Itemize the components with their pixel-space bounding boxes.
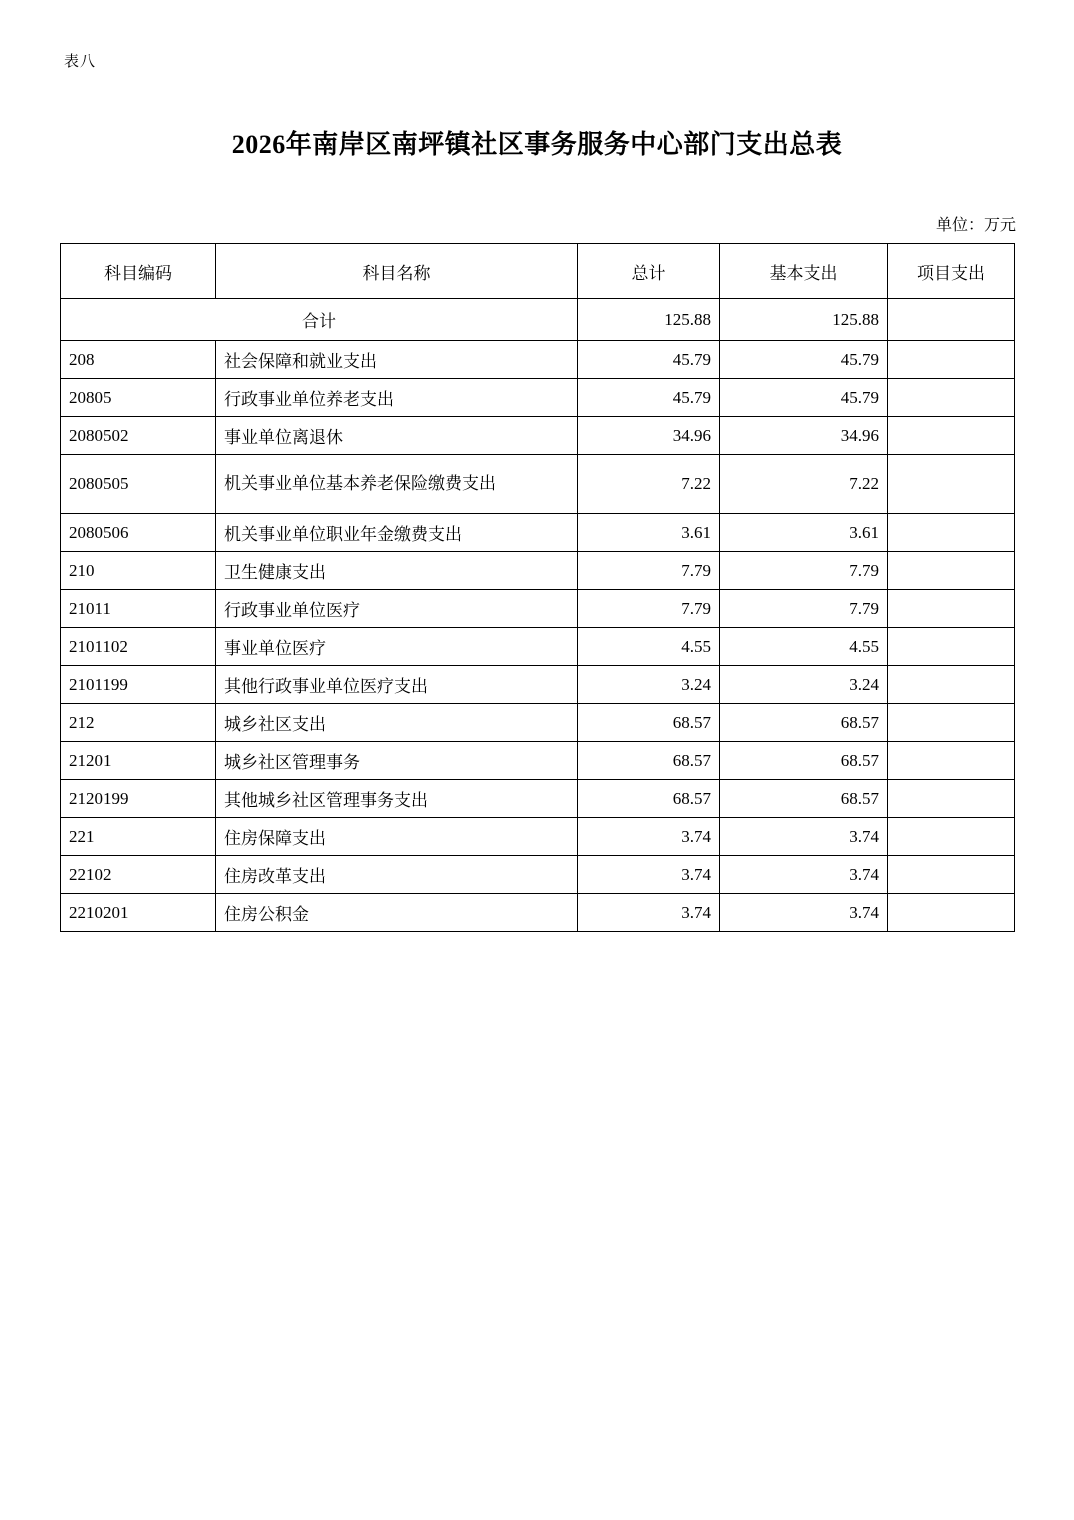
- table-row: [61, 856, 1015, 894]
- table-header-row: [61, 244, 1015, 299]
- table-row: [61, 780, 1015, 818]
- cell-project-expenditure: [888, 455, 1015, 514]
- cell-basic-expenditure: 3.61: [720, 514, 888, 552]
- table-row: [61, 742, 1015, 780]
- cell-total: 68.57: [578, 704, 720, 742]
- cell-total: 3.61: [578, 514, 720, 552]
- cell-subject-code: 208: [61, 341, 216, 379]
- cell-project-expenditure: [888, 818, 1015, 856]
- table-row: [61, 552, 1015, 590]
- column-header-project: 项目支出: [888, 244, 1015, 299]
- cell-subject-code: 212: [61, 704, 216, 742]
- cell-subject-name: 机关事业单位职业年金缴费支出: [216, 514, 578, 552]
- cell-project-expenditure: [888, 590, 1015, 628]
- cell-total: 3.74: [578, 818, 720, 856]
- table-row: [61, 417, 1015, 455]
- cell-total: 3.74: [578, 894, 720, 932]
- total-row-label: 合计: [61, 299, 578, 341]
- cell-project-expenditure: [888, 552, 1015, 590]
- cell-total: 7.79: [578, 590, 720, 628]
- cell-project-expenditure: [888, 742, 1015, 780]
- cell-total: 4.55: [578, 628, 720, 666]
- cell-basic-expenditure: 45.79: [720, 341, 888, 379]
- cell-subject-name: 其他行政事业单位医疗支出: [216, 666, 578, 704]
- cell-basic-expenditure: 7.79: [720, 552, 888, 590]
- cell-project-expenditure: [888, 780, 1015, 818]
- table-header: [61, 244, 1015, 299]
- table-row-total: [61, 299, 1015, 341]
- cell-basic-expenditure: 68.57: [720, 742, 888, 780]
- cell-subject-code: 2080506: [61, 514, 216, 552]
- cell-total: 45.79: [578, 341, 720, 379]
- cell-subject-name: 城乡社区管理事务: [216, 742, 578, 780]
- total-row-project: [888, 299, 1015, 341]
- cell-total: 34.96: [578, 417, 720, 455]
- cell-basic-expenditure: 3.74: [720, 818, 888, 856]
- cell-subject-code: 2210201: [61, 894, 216, 932]
- table-row: [61, 666, 1015, 704]
- cell-basic-expenditure: 3.74: [720, 856, 888, 894]
- cell-total: 45.79: [578, 379, 720, 417]
- cell-total: 7.22: [578, 455, 720, 514]
- table-row: [61, 341, 1015, 379]
- expenditure-summary-table: [60, 243, 1015, 932]
- cell-project-expenditure: [888, 894, 1015, 932]
- cell-basic-expenditure: 34.96: [720, 417, 888, 455]
- cell-basic-expenditure: 68.57: [720, 704, 888, 742]
- cell-subject-name: 城乡社区支出: [216, 704, 578, 742]
- page-title: 2026年南岸区南坪镇社区事务服务中心部门支出总表: [231, 130, 843, 159]
- cell-total: 68.57: [578, 742, 720, 780]
- cell-subject-code: 21201: [61, 742, 216, 780]
- cell-subject-name: 其他城乡社区管理事务支出: [216, 780, 578, 818]
- cell-project-expenditure: [888, 704, 1015, 742]
- table-body: [61, 299, 1015, 932]
- cell-subject-name: 住房公积金: [216, 894, 578, 932]
- cell-project-expenditure: [888, 628, 1015, 666]
- cell-total: 3.74: [578, 856, 720, 894]
- unit-note: 单位：万元: [935, 217, 1016, 234]
- cell-subject-code: 21011: [61, 590, 216, 628]
- cell-subject-name: 机关事业单位基本养老保险缴费支出: [216, 455, 578, 514]
- cell-subject-name: 行政事业单位养老支出: [216, 379, 578, 417]
- cell-basic-expenditure: 3.24: [720, 666, 888, 704]
- cell-subject-name: 事业单位离退休: [216, 417, 578, 455]
- cell-subject-name: 住房改革支出: [216, 856, 578, 894]
- table-row: [61, 379, 1015, 417]
- cell-total: 7.79: [578, 552, 720, 590]
- cell-subject-code: 2080502: [61, 417, 216, 455]
- cell-project-expenditure: [888, 514, 1015, 552]
- cell-subject-code: 2080505: [61, 455, 216, 514]
- cell-subject-name: 卫生健康支出: [216, 552, 578, 590]
- column-header-total: 总计: [578, 244, 720, 299]
- cell-total: 3.24: [578, 666, 720, 704]
- total-row-basic: 125.88: [720, 299, 888, 341]
- cell-subject-code: 2101199: [61, 666, 216, 704]
- cell-subject-code: 20805: [61, 379, 216, 417]
- cell-basic-expenditure: 45.79: [720, 379, 888, 417]
- cell-subject-code: 210: [61, 552, 216, 590]
- table-row: [61, 704, 1015, 742]
- cell-basic-expenditure: 68.57: [720, 780, 888, 818]
- table-row: [61, 818, 1015, 856]
- column-header-name: 科目名称: [216, 244, 578, 299]
- cell-project-expenditure: [888, 666, 1015, 704]
- cell-subject-code: 22102: [61, 856, 216, 894]
- cell-project-expenditure: [888, 379, 1015, 417]
- cell-subject-name: 住房保障支出: [216, 818, 578, 856]
- cell-subject-name: 行政事业单位医疗: [216, 590, 578, 628]
- cell-basic-expenditure: 3.74: [720, 894, 888, 932]
- cell-project-expenditure: [888, 417, 1015, 455]
- cell-project-expenditure: [888, 856, 1015, 894]
- cell-subject-code: 221: [61, 818, 216, 856]
- cell-total: 68.57: [578, 780, 720, 818]
- cell-basic-expenditure: 7.79: [720, 590, 888, 628]
- table-row: [61, 628, 1015, 666]
- column-header-code: 科目编码: [61, 244, 216, 299]
- table-row: [61, 894, 1015, 932]
- cell-basic-expenditure: 4.55: [720, 628, 888, 666]
- cell-subject-code: 2120199: [61, 780, 216, 818]
- cell-project-expenditure: [888, 341, 1015, 379]
- column-header-basic: 基本支出: [720, 244, 888, 299]
- cell-subject-name: 社会保障和就业支出: [216, 341, 578, 379]
- total-row-total: 125.88: [578, 299, 720, 341]
- cell-subject-name: 事业单位医疗: [216, 628, 578, 666]
- table-row: [61, 455, 1015, 514]
- form-number-label: 表八: [64, 53, 97, 70]
- table-row: [61, 590, 1015, 628]
- table-row: [61, 514, 1015, 552]
- cell-basic-expenditure: 7.22: [720, 455, 888, 514]
- cell-subject-code: 2101102: [61, 628, 216, 666]
